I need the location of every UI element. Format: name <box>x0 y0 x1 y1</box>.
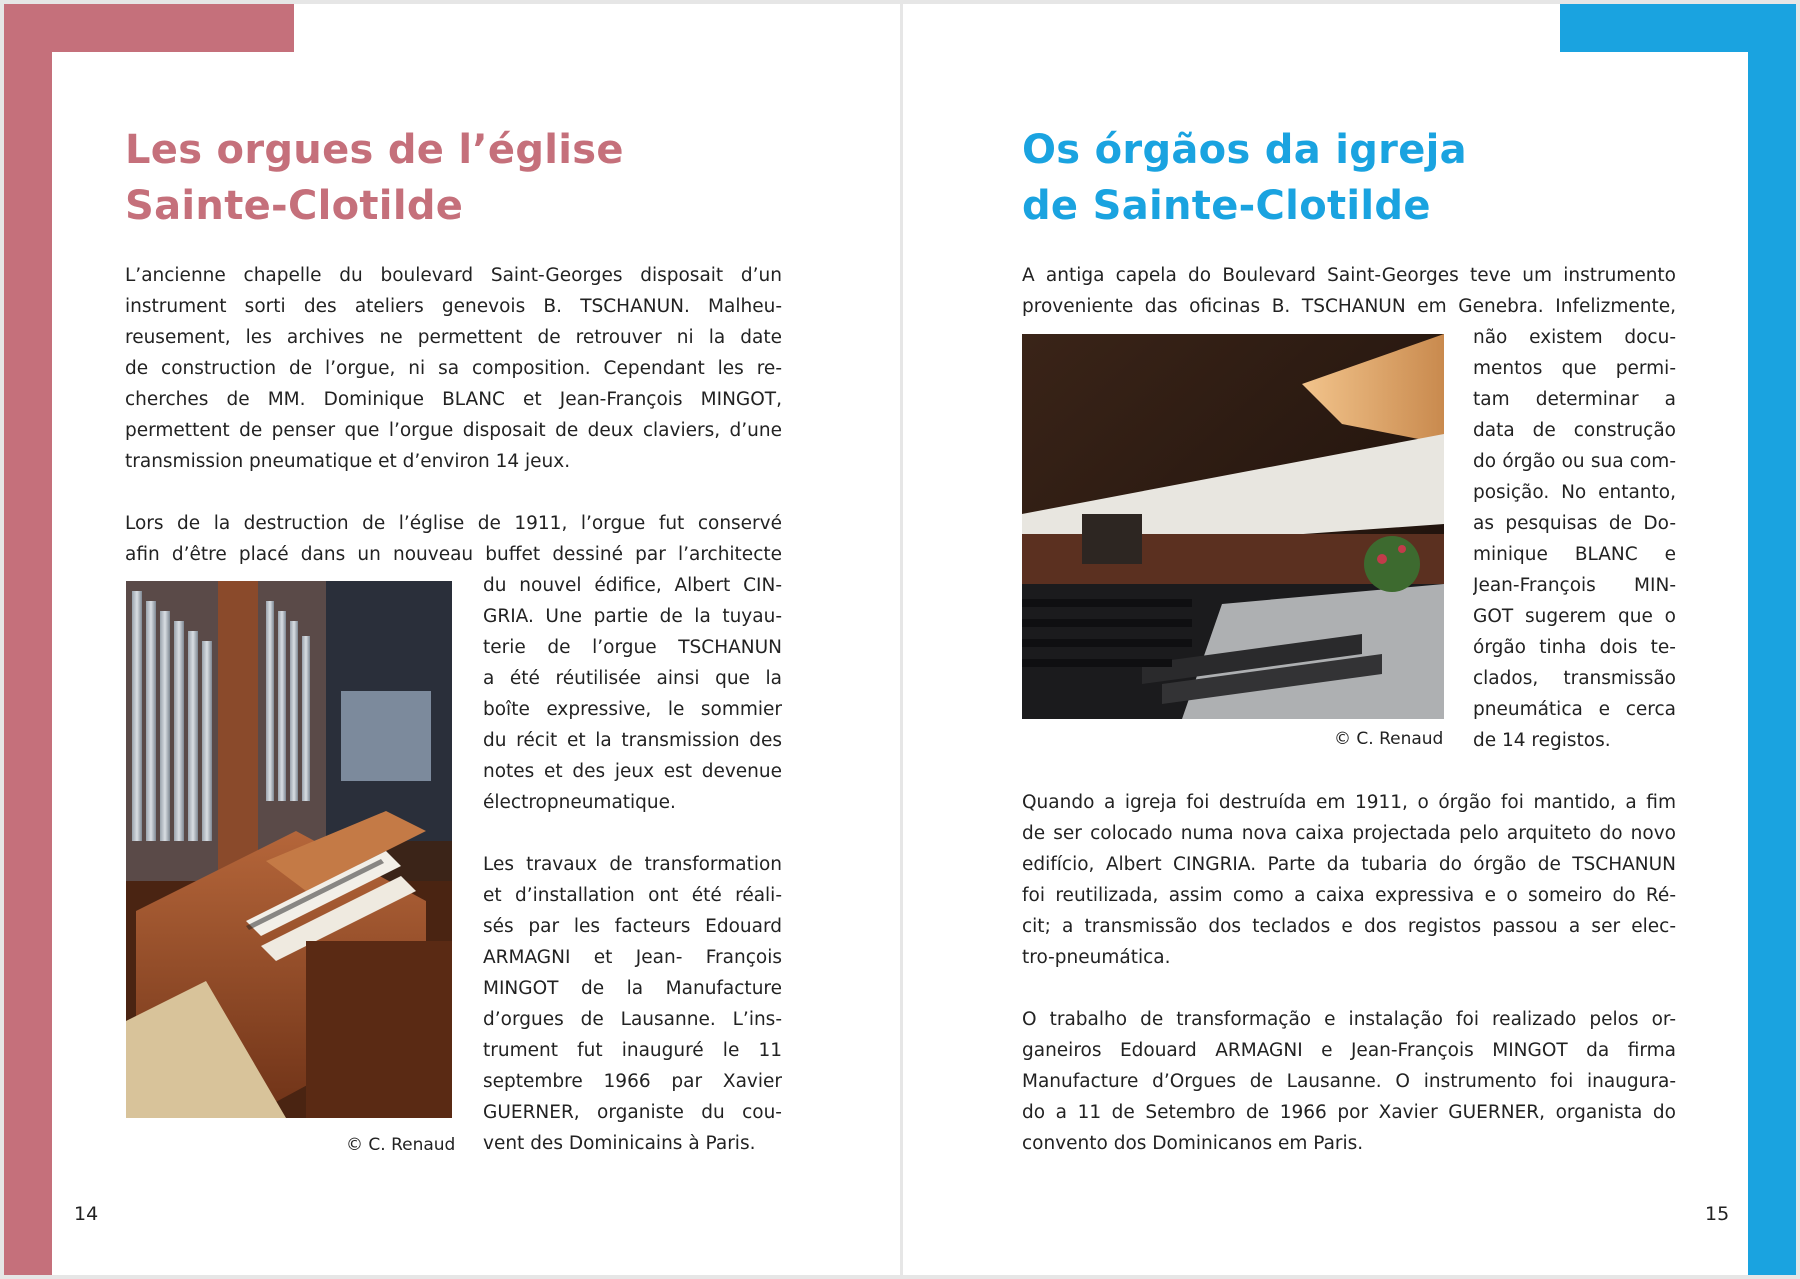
text-line: Manufacture d’Orgues de Lausanne. O instrumento foi inaugura- <box>1022 1071 1676 1092</box>
text-line: O trabalho de transformação e instalação foi realizado pelos or- <box>1022 1009 1676 1030</box>
text-line: A antiga capela do Boulevard Saint-Georges teve um instrumento <box>1022 265 1676 286</box>
church-interior-photo <box>1022 334 1444 719</box>
text-line: foi reutilizada, assim como a caixa expressiva e o someiro do Ré- <box>1022 885 1676 906</box>
text-line: électropneumatique. <box>483 792 676 813</box>
text-line: convento dos Dominicanos em Paris. <box>1022 1133 1364 1154</box>
text-line: et d’installation ont été réali- <box>483 885 782 906</box>
left-title-line-2: Sainte-Clotilde <box>125 183 464 229</box>
text-line: du nouvel édifice, Albert CIN- <box>483 575 782 596</box>
organ-photo-art <box>126 581 452 1118</box>
left-photo-caption: © C. Renaud <box>346 1135 456 1155</box>
right-page <box>903 4 1796 1275</box>
left-paragraph-2-column <box>483 570 782 818</box>
left-paragraph-3-column <box>483 849 782 1159</box>
text-line: data de construção <box>1473 420 1676 441</box>
text-line: GOT sugerem que o <box>1473 606 1676 627</box>
text-line: a été réutilisée ainsi que la <box>483 668 782 689</box>
text-line: ARMAGNI et Jean- François <box>483 947 782 968</box>
text-line: reusement, les archives ne permettent de retrouver ni la date <box>125 327 782 348</box>
left-paragraph-2-full <box>125 508 782 570</box>
left-accent-bar <box>4 4 52 1275</box>
right-accent-tab <box>1560 4 1796 52</box>
text-line: posição. No entanto, <box>1473 482 1676 503</box>
text-line: não existem docu- <box>1473 327 1676 348</box>
text-line: instrument sorti des ateliers genevois B. TSCHANUN. Malheu- <box>125 296 782 317</box>
text-line: de construction de l’orgue, ni sa composition. Cependant les re- <box>125 358 782 379</box>
text-line: sés par les facteurs Edouard <box>483 916 782 937</box>
right-page-number: 15 <box>1705 1203 1730 1225</box>
right-paragraph-1-column <box>1473 322 1676 756</box>
right-paragraph-2 <box>1022 787 1676 973</box>
text-line: as pesquisas de Do- <box>1473 513 1676 534</box>
left-page <box>4 4 900 1275</box>
organ-console-photo <box>126 581 452 1118</box>
text-line: cherches de MM. Dominique BLANC et Jean-François MINGOT, <box>125 389 782 410</box>
church-photo-art <box>1022 334 1444 719</box>
text-line: afin d’être placé dans un nouveau buffet dessiné par l’architecte <box>125 544 782 565</box>
text-line: edifício, Albert CINGRIA. Parte da tubaria do órgão de TSCHANUN <box>1022 854 1676 875</box>
text-line: mentos que permi- <box>1473 358 1676 379</box>
text-line: L’ancienne chapelle du boulevard Saint-Georges disposait d’un <box>125 265 782 286</box>
text-line: proveniente das oficinas B. TSCHANUN em Genebra. Infelizmente, <box>1022 296 1676 317</box>
text-line: boîte expressive, le sommier <box>483 699 782 720</box>
text-line: cit; a transmissão dos teclados e dos registos passou a ser elec- <box>1022 916 1676 937</box>
text-line: do a 11 de Setembro de 1966 por Xavier GUERNER, organista do <box>1022 1102 1676 1123</box>
text-line: de ser colocado numa nova caixa projectada pelo arquiteto do novo <box>1022 823 1676 844</box>
text-line: GUERNER, organiste du cou- <box>483 1102 782 1123</box>
text-line: Jean-François MIN- <box>1473 575 1676 596</box>
right-title-line-2: de Sainte-Clotilde <box>1022 183 1431 229</box>
left-page-number: 14 <box>74 1203 99 1225</box>
text-line: tro-pneumática. <box>1022 947 1171 968</box>
left-paragraph-1 <box>125 260 782 477</box>
text-line: pneumática e cerca <box>1473 699 1676 720</box>
text-line: do órgão ou sua com- <box>1473 451 1676 472</box>
text-line: Les travaux de transformation <box>483 854 782 875</box>
right-title-line-1: Os órgãos da igreja <box>1022 127 1467 173</box>
text-line: permettent de penser que l’orgue disposait de deux claviers, d’une <box>125 420 782 441</box>
right-page-title <box>1022 122 1467 234</box>
text-line: du récit et la transmission des <box>483 730 782 751</box>
right-paragraph-1-full <box>1022 260 1676 322</box>
right-accent-bar <box>1748 4 1796 1275</box>
text-line: de 14 registos. <box>1473 730 1611 751</box>
left-accent-tab <box>4 4 294 52</box>
text-line: transmission pneumatique et d’environ 14 jeux. <box>125 451 571 472</box>
text-line: Quando a igreja foi destruída em 1911, o órgão foi mantido, a fim <box>1022 792 1676 813</box>
text-line: trument fut inauguré le 11 <box>483 1040 782 1061</box>
text-line: órgão tinha dois te- <box>1473 637 1676 658</box>
text-line: MINGOT de la Manufacture <box>483 978 782 999</box>
text-line: Lors de la destruction de l’église de 1911, l’orgue fut conservé <box>125 513 782 534</box>
text-line: GRIA. Une partie de la tuyau- <box>483 606 782 627</box>
text-line: d’orgues de Lausanne. L’ins- <box>483 1009 782 1030</box>
left-title-line-1: Les orgues de l’église <box>125 127 624 173</box>
text-line: clados, transmissão <box>1473 668 1676 689</box>
right-photo-caption: © C. Renaud <box>1334 729 1444 749</box>
text-line: notes et des jeux est devenue <box>483 761 782 782</box>
text-line: vent des Dominicains à Paris. <box>483 1133 756 1154</box>
text-line: septembre 1966 par Xavier <box>483 1071 782 1092</box>
text-line: terie de l’orgue TSCHANUN <box>483 637 782 658</box>
right-paragraph-3 <box>1022 1004 1676 1159</box>
text-line: ganeiros Edouard ARMAGNI e Jean-François MINGOT da firma <box>1022 1040 1676 1061</box>
text-line: minique BLANC e <box>1473 544 1676 565</box>
left-page-title <box>125 122 624 234</box>
text-line: tam determinar a <box>1473 389 1676 410</box>
